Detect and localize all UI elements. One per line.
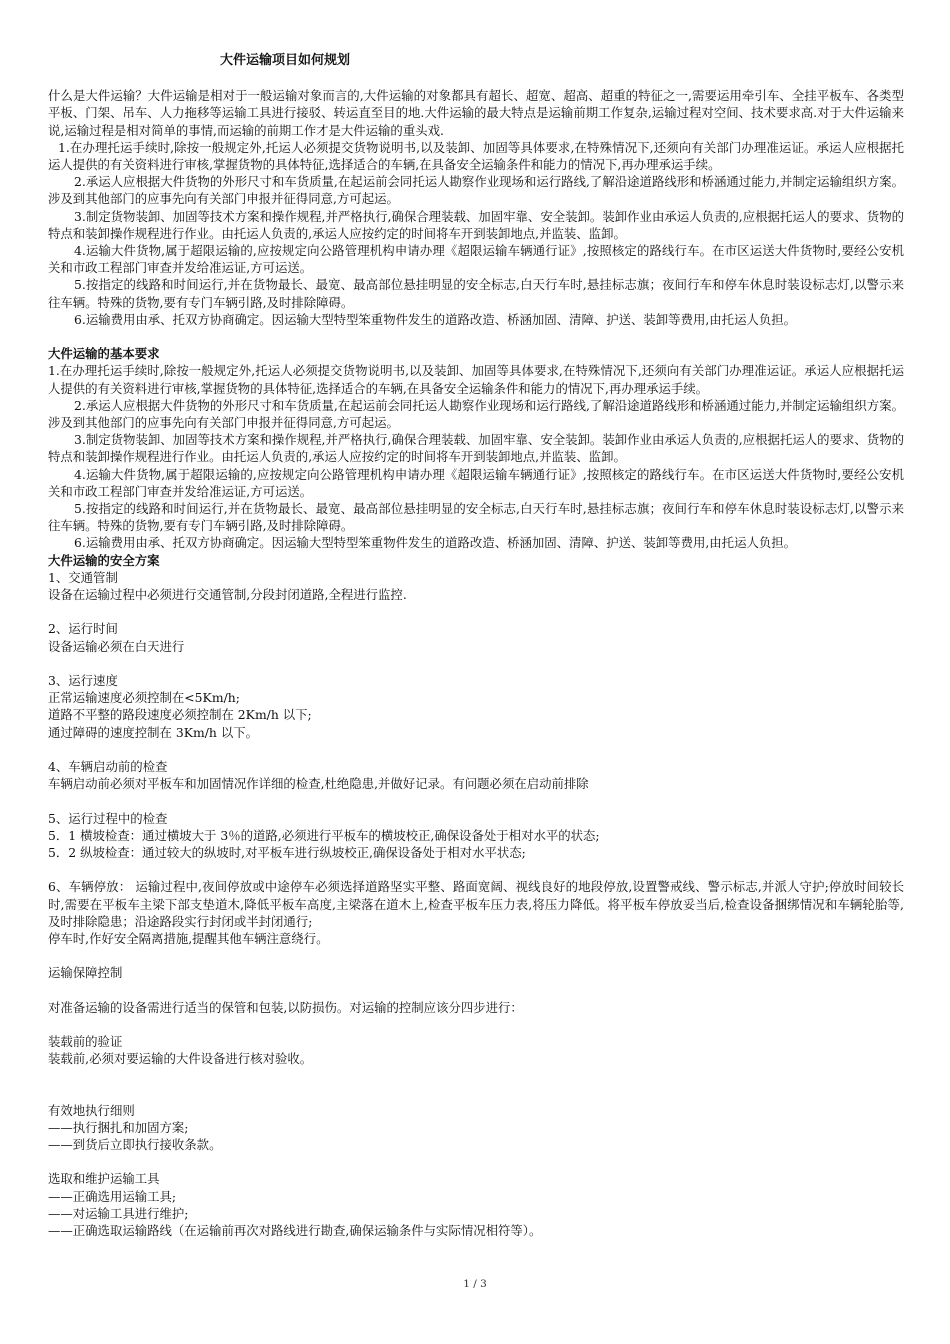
exec-line: ——执行捆扎和加固方案;	[48, 1119, 189, 1135]
tools-line: ——正确选取运输路线（在运输前再次对路线进行勘查,确保运输条件与实际情况相符等）。	[48, 1223, 542, 1239]
section-heading-basic-requirements: 大件运输的基本要求	[48, 346, 160, 362]
subsection-text: 设备在运输过程中必须进行交通管制,分段封闭道路,全程进行监控.	[48, 587, 407, 603]
subsection-line: 道路不平整的路段速度必须控制在 2Km/h 以下;	[48, 707, 312, 723]
subsection-line: 正常运输速度必须控制在<5Km/h;	[48, 690, 240, 706]
intro-paragraph: 什么是大件运输？大件运输是相对于一般运输对象而言的,大件运输的对象都具有超长、超宽、超高、超重的特征之一,需要运用牵引车、全挂平板车、各类型平板、门架、吊车、人力拖移等运输工具进行接驳、转运直至目的地.大件运输的最大特点是运输前期工作复杂,运输过程对空间、技术要求高.对于大件运输来说,运输过程是相对简单的事情,而运输的前期工作才是大件运输的重头戏.	[48, 88, 904, 138]
requirement-item: 2.承运人应根据大件货物的外形尺寸和车货质量,在起运前会同托运人勘察作业现场和运行路线,了解沿途道路线形和桥涵通过能力,并制定运输组织方案。涉及到其他部门的应事先向有关部门申报并征得同意,方可起运。	[48, 174, 904, 207]
verify-title: 装载前的验证	[48, 1034, 123, 1050]
requirement-item: 2.承运人应根据大件货物的外形尺寸和车货质量,在起运前会同托运人勘察作业现场和运行路线,了解沿途道路线形和桥涵通过能力,并制定运输组织方案。涉及到其他部门的应事先向有关部门申报并征得同意,方可起运。	[48, 397, 904, 431]
requirement-item: 6.运输费用由承、托双方协商确定。因运输大型特型笨重物件发生的道路改造、桥涵加固、清障、护送、装卸等费用,由托运人负担。	[74, 311, 797, 327]
subsection-title: 4、车辆启动前的检查	[48, 759, 168, 775]
requirement-item: 1.在办理托运手续时,除按一般规定外,托运人必须提交货物说明书,以及装卸、加固等具体要求,在特殊情况下,还须向有关部门办理准运证。承运人应根据托运人提供的有关资料进行审核,掌握货物的具体特征,选择适合的车辆,在具备安全运输条件和能力的情况下,再办理承运手续。	[48, 139, 904, 173]
requirement-item: 5.按指定的线路和时间运行,并在货物最长、最宽、最高部位悬挂明显的安全标志,白天行车时,悬挂标志旗；夜间行车和停车休息时装设标志灯,以警示来往车辆。特殊的货物,要有专门车辆引路,及时排除障碍。	[48, 501, 904, 534]
tools-title: 选取和维护运输工具	[48, 1171, 160, 1187]
exec-line: ——到货后立即执行接收条款。	[48, 1137, 222, 1153]
document-page	[48, 52, 904, 1239]
subsection-title: 2、运行时间	[48, 621, 118, 637]
requirement-item: 3.制定货物装卸、加固等技术方案和操作规程,并严格执行,确保合理装载、加固牢靠、安全装卸。装卸作业由承运人负责的,应根据托运人的要求、货物的特点和装卸操作规程进行作业。由托运人负责的,承运人应按约定的时间将车开到装卸地点,并监装、监卸。	[48, 208, 904, 241]
subsection-text: 设备运输必须在白天进行	[48, 638, 185, 654]
requirement-item: 4.运输大件货物,属于超限运输的,应按规定向公路管理机构申请办理《超限运输车辆通行证》,按照核定的路线行车。在市区运送大件货物时,要经公安机关和市政工程部门审查并发给准运证,方可运送。	[48, 466, 904, 499]
document-title: 大件运输项目如何规划	[220, 53, 351, 68]
page-number: 1 / 3	[463, 1278, 487, 1290]
requirement-item: 4.运输大件货物,属于超限运输的,应按规定向公路管理机构申请办理《超限运输车辆通行证》,按照核定的路线行车。在市区运送大件货物时,要经公安机关和市政工程部门审查并发给准运证,方可运送。	[48, 243, 904, 276]
verify-text: 装载前,必须对要运输的大件设备进行核对验收。	[48, 1051, 313, 1067]
subsection-title: 3、运行速度	[48, 673, 118, 689]
subsection-line: 通过障碍的速度控制在 3Km/h 以下。	[48, 724, 258, 740]
tools-line: ——正确选用运输工具;	[48, 1188, 177, 1204]
subsection-text: 停车时,作好安全隔离措施,提醒其他车辆注意绕行。	[48, 931, 329, 947]
subsection-line: 5．2 纵坡检查：通过较大的纵坡时,对平板车进行纵坡校正,确保设备处于相对水平状态;	[48, 845, 526, 861]
control-text: 对准备运输的设备需进行适当的保管和包装,以防损伤。对运输的控制应该分四步进行：	[48, 999, 523, 1015]
requirement-item: 1.在办理托运手续时,除按一般规定外,托运人必须提交货物说明书,以及装卸、加固等具体要求,在特殊情况下,还须向有关部门办理准运证。承运人应根据托运人提供的有关资料进行审核,掌握货物的具体特征,选择适合的车辆,在具备安全运输条件和能力的情况下,再办理承运手续。	[48, 363, 904, 396]
subsection-title: 1、交通管制	[48, 569, 118, 585]
section-heading-safety-plan: 大件运输的安全方案	[48, 552, 160, 568]
requirement-item: 6.运输费用由承、托双方协商确定。因运输大型特型笨重物件发生的道路改造、桥涵加固、清障、护送、装卸等费用,由托运人负担。	[74, 535, 797, 551]
subsection-line: 5．1 横坡检查：通过横坡大于 3％的道路,必须进行平板车的横坡校正,确保设备处于相对水平的状态;	[48, 827, 600, 843]
control-title: 运输保障控制	[48, 965, 123, 981]
exec-title: 有效地执行细则	[48, 1102, 135, 1118]
requirement-item: 5.按指定的线路和时间运行,并在货物最长、最宽、最高部位悬挂明显的安全标志,白天行车时,悬挂标志旗；夜间行车和停车休息时装设标志灯,以警示来往车辆。特殊的货物,要有专门车辆引路,及时排除障碍。	[48, 277, 904, 310]
subsection-text: 6、车辆停放： 运输过程中,夜间停放或中途停车必须选择道路坚实平整、路面宽阔、视线良好的地段停放,设置警戒线、警示标志,并派人守护;停放时间较长时,需要在平板车主梁下部支垫道木,降低平板车高度,主梁落在道木上,检查平板车压力表,将压力降低。将平板车停放妥当后,检查设备捆绑情况和车辆轮胎等,及时排除隐患；沿途路段实行封闭或半封闭通行;	[48, 879, 904, 929]
tools-line: ——对运输工具进行维护;	[48, 1205, 189, 1221]
requirement-item: 3.制定货物装卸、加固等技术方案和操作规程,并严格执行,确保合理装载、加固牢靠、安全装卸。装卸作业由承运人负责的,应根据托运人的要求、货物的特点和装卸操作规程进行作业。由托运人负责的,承运人应按约定的时间将车开到装卸地点,并监装、监卸。	[48, 432, 904, 465]
subsection-text: 车辆启动前必须对平板车和加固情况作详细的检查,杜绝隐患,并做好记录。有问题必须在启动前排除	[48, 776, 589, 792]
subsection-title: 5、运行过程中的检查	[48, 810, 168, 826]
